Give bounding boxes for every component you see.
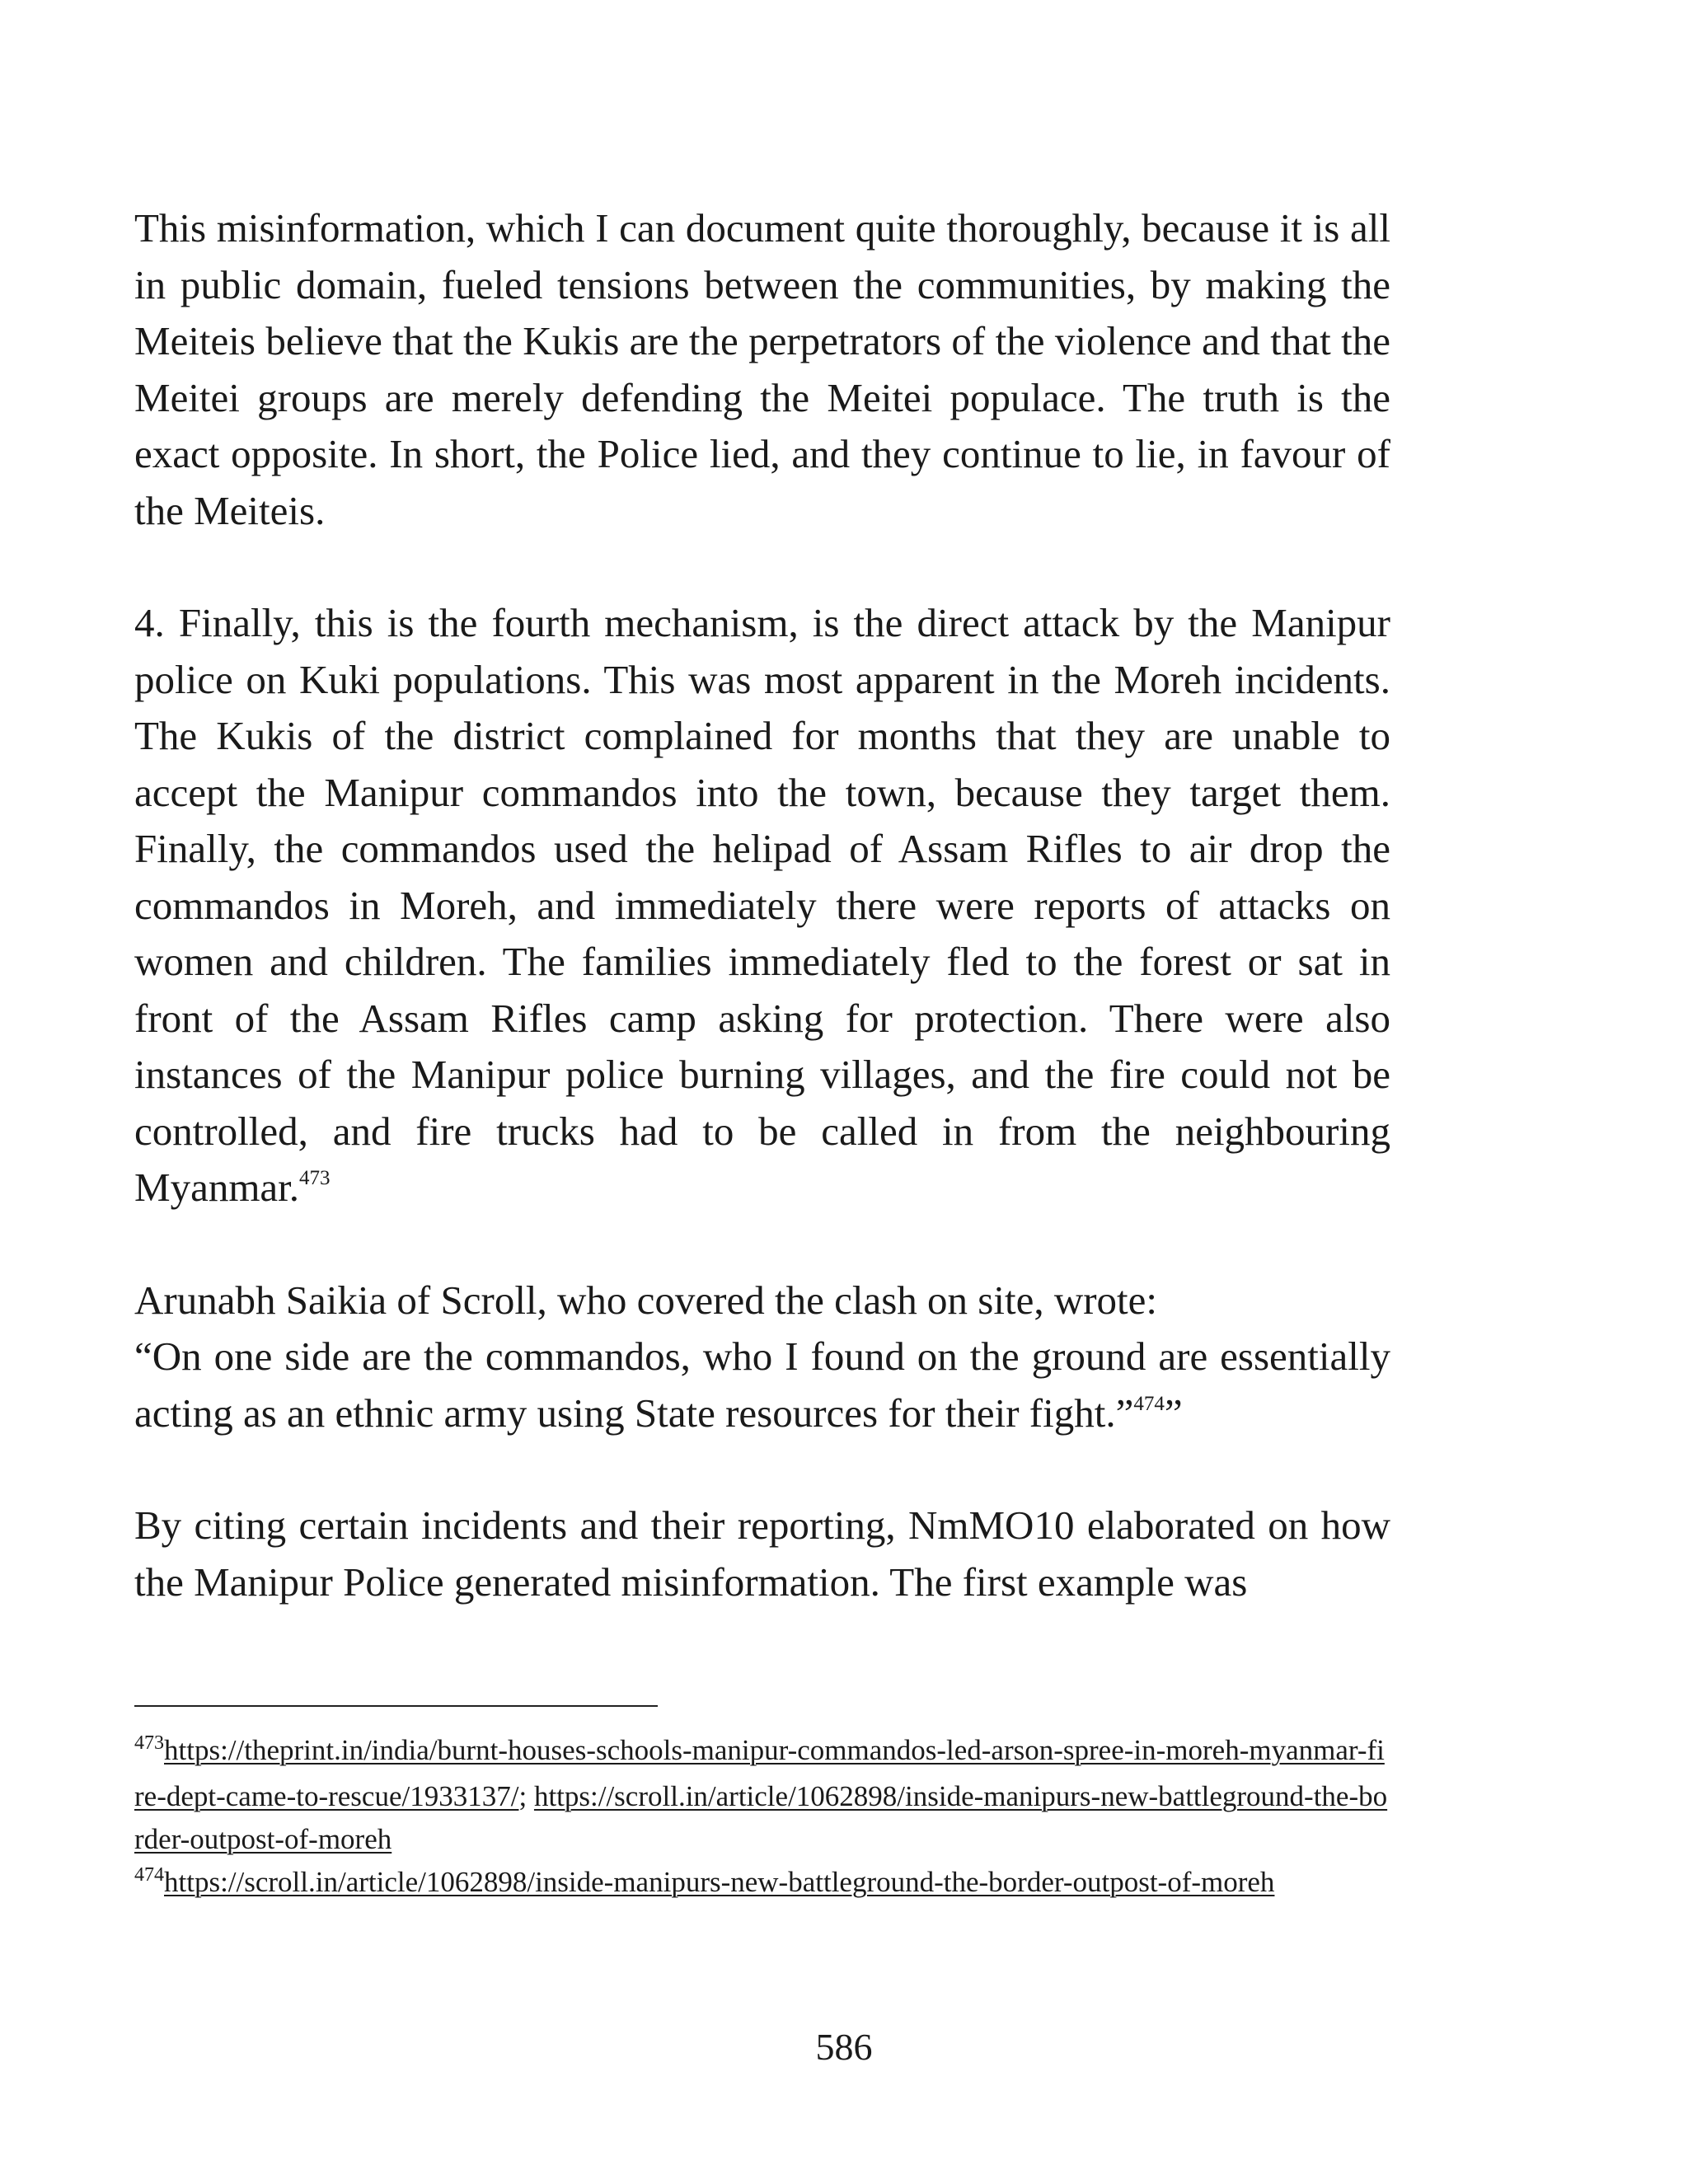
paragraph-nmmo10 — [134, 1497, 1390, 1610]
paragraph-text: Arunabh Saikia of Scroll, who covered the clash on site, wrote: — [134, 1277, 1158, 1323]
footnote-ref-474[interactable]: 474 — [1133, 1392, 1165, 1415]
footnote-link[interactable]: https://theprint.in/india/burnt-houses-schools-manipur-commandos-led-arson-spree-in-moreh-myanmar-fire-dept-came-to-rescue/1933137/ — [134, 1734, 1385, 1812]
body-text — [134, 200, 1390, 1610]
footnote-473 — [134, 1729, 1390, 1861]
page-number: 586 — [815, 2026, 873, 2068]
footnotes — [134, 1729, 1390, 1907]
paragraph-text: By citing certain incidents and their reporting, NmMO10 elaborated on how the Manipur Police generated misinformation. The first example was — [134, 1502, 1390, 1605]
footnote-link[interactable]: https://scroll.in/article/1062898/inside-manipurs-new-battleground-the-border-outpost-of-moreh — [164, 1866, 1275, 1898]
closing-quote: ” — [1164, 1390, 1183, 1436]
paragraph-text: 4. Finally, this is the fourth mechanism, is the direct attack by the Manipur police on Kuki populations. This was most apparent in the Moreh incidents. The Kukis of the district complained for months that they are unable to accept the Manipur commandos into the town, because they target them. Finally, the commandos used the helipad of Assam Rifles to air drop the commandos in Moreh, and immediately there were reports of attacks on women and children. The families immediately fled to the forest or sat in front of the Assam Rifles camp asking for protection. There were also instances of the Manipur police burning villages, and the fire could not be controlled, and fire trucks had to be called in from the neighbouring Myanmar. — [134, 600, 1390, 1210]
quote-text: “On one side are the commandos, who I found on the ground are essentially acting as an ethnic army using State resources for their fight.” — [134, 1333, 1390, 1436]
paragraph-quote — [134, 1329, 1390, 1441]
footnote-number: 474 — [134, 1864, 164, 1886]
footnote-link[interactable]: https://scroll.in/article/1062898/inside-manipurs-new-battleground-the-border-outpost-of-moreh — [134, 1780, 1388, 1855]
paragraph-text: This misinformation, which I can document quite thoroughly, because it is all in public domain, fueled tensions between the communities, by making the Meiteis believe that the Kukis are the perpetrators of the violence and that the Meitei groups are merely defending the Meitei populace. The truth is the exact opposite. In short, the Police lied, and they continue to lie, in favour of the Meiteis. — [134, 205, 1390, 533]
paragraph-fourth-mechanism — [134, 595, 1390, 1216]
footnote-number: 473 — [134, 1732, 164, 1754]
footnote-separator — [134, 1705, 658, 1707]
footnote-474 — [134, 1861, 1390, 1907]
footnote-ref-473[interactable]: 473 — [299, 1167, 331, 1189]
paragraph-arunabh-intro — [134, 1272, 1390, 1329]
paragraph-misinformation — [134, 200, 1390, 539]
footnote-separator-text: ; — [518, 1780, 528, 1812]
